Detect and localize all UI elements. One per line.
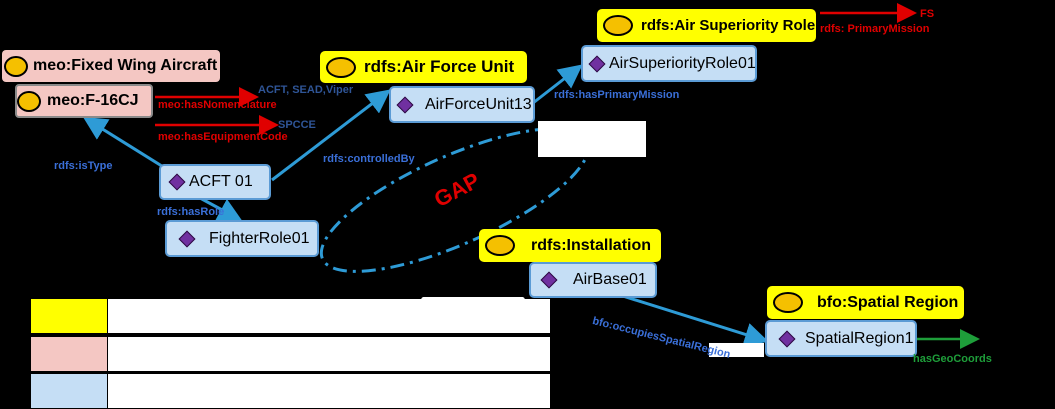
- legend-row-instance: [30, 373, 551, 409]
- class-oval-icon: [485, 235, 515, 256]
- label-nomenclature-value: ACFT, SEAD,Viper: [258, 84, 354, 96]
- label-has-role: rdfs:hasRole: [157, 206, 225, 218]
- legend-swatch-blue: [31, 374, 108, 408]
- legend-swatch-pink: [31, 337, 108, 371]
- node-f16cj: meo:F-16CJ: [15, 84, 153, 118]
- label-equipment-value: SPCCE: [278, 119, 316, 131]
- node-air-base-01: AirBase01: [529, 262, 657, 298]
- blank-box-legend-top: [421, 297, 525, 332]
- instance-diamond-icon: [589, 55, 606, 72]
- legend-swatch-yellow: [31, 299, 108, 333]
- instance-diamond-icon: [179, 230, 196, 247]
- label-is-type: rdfs:isType: [54, 160, 113, 172]
- class-oval-icon: [326, 57, 356, 78]
- instance-diamond-icon: [169, 174, 186, 191]
- instance-diamond-icon: [541, 272, 558, 289]
- node-air-superiority-role-01: AirSuperiorityRole01: [581, 45, 757, 82]
- class-oval-icon: [603, 15, 633, 36]
- blank-box-right: [538, 121, 646, 157]
- label-primary-mission: rdfs: PrimaryMission: [820, 23, 930, 35]
- label-has-nomenclature: meo:hasNomenclature: [158, 99, 277, 111]
- class-air-superiority-role: rdfs:Air Superiority Role: [597, 9, 816, 42]
- class-fixed-wing-aircraft: meo:Fixed Wing Aircraft: [2, 50, 220, 82]
- label-has-equipment-code: meo:hasEquipmentCode: [158, 131, 288, 143]
- node-spatial-region-1: SpatialRegion1: [765, 320, 917, 357]
- instance-diamond-icon: [779, 330, 796, 347]
- class-installation: rdfs:Installation: [479, 229, 661, 262]
- instance-diamond-icon: [397, 96, 414, 113]
- class-oval-icon: [773, 292, 803, 313]
- node-air-force-unit-13: AirForceUnit13: [389, 86, 535, 123]
- legend-row-meo: [30, 336, 551, 372]
- class-oval-icon: [17, 91, 41, 112]
- edge-controlled-by: [272, 93, 386, 180]
- label-occupies-spatial-region: bfo:occupiesSpatialRegion: [591, 315, 732, 361]
- label-has-geo-coords: hasGeoCoords: [913, 353, 992, 365]
- gap-label: GAP: [430, 167, 484, 213]
- class-oval-icon: [4, 56, 28, 77]
- node-acft-01: ACFT 01: [159, 164, 271, 200]
- label-fs: FS: [920, 8, 935, 20]
- label-has-primary-mission: rdfs:hasPrimaryMission: [554, 89, 680, 101]
- label-controlled-by: rdfs:controlledBy: [323, 153, 415, 165]
- class-spatial-region: bfo:Spatial Region: [767, 286, 964, 319]
- class-air-force-unit: rdfs:Air Force Unit: [320, 51, 527, 83]
- node-fighter-role-01: FighterRole01: [165, 220, 319, 257]
